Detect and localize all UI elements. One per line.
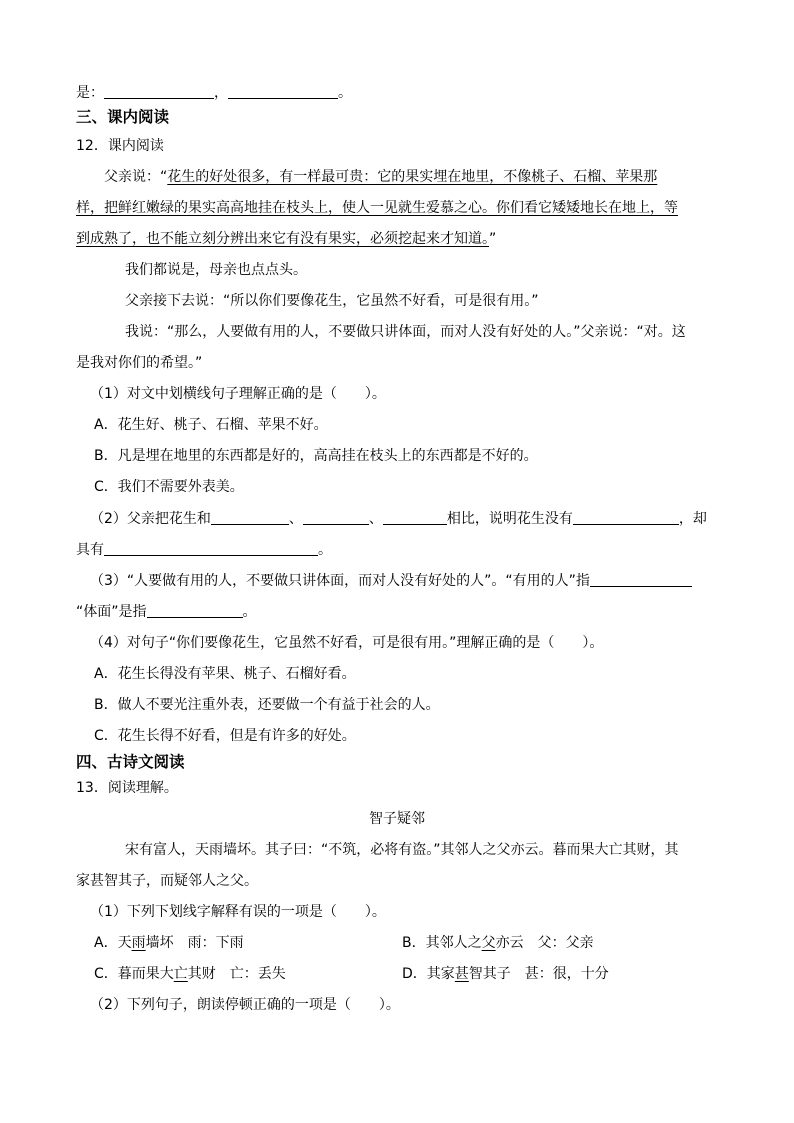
choice-b[interactable]: B．其邻人之父亦云 父：父亲 — [402, 935, 594, 951]
sub-question-2-line1: （2）父亲把花生和 、 、 相比，说明花生没有 ，却 — [90, 511, 707, 527]
answer-blank[interactable] — [590, 572, 692, 587]
sub-question-stem: （4）对句子“你们要像花生，它虽然不好看，可是很有用。”理解正确的是（ ）。 — [90, 635, 604, 651]
passage-line: 到成熟了，也不能立刻分辨出来它有没有果实，必须挖起来才知道。” — [76, 231, 497, 247]
choice-b[interactable]: B．做人不要光注重外表，还要做一个有益于社会的人。 — [94, 697, 440, 713]
choice-a[interactable]: A．花生长得没有苹果、桃子、石榴好看。 — [94, 666, 356, 682]
choice-b[interactable]: B．凡是埋在地里的东西都是好的，高高挂在枝头上的东西都是不好的。 — [94, 448, 538, 464]
passage-line: 父亲接下去说：“所以你们要像花生，它虽然不好看，可是很有用。” — [125, 293, 539, 309]
section-heading-3: 三、课内阅读 — [76, 108, 170, 126]
passage-title: 智子疑邻 — [369, 811, 425, 827]
question-13-label: 13．阅读理解。 — [76, 780, 178, 796]
passage-line: 父亲说：“花生的好处很多，有一样最可贵：它的果实埋在地里，不像桃子、石榴、苹果那 — [104, 169, 658, 185]
passage-line: 我们都说是，母亲也点点头。 — [125, 262, 307, 278]
passage-line: 是我对你们的希望。” — [76, 355, 203, 371]
answer-blank[interactable] — [104, 84, 214, 99]
choice-a[interactable]: A．天雨墙坏 雨：下雨 — [94, 935, 244, 951]
passage-line: 样，把鲜红嫩绿的果实高高地挂在枝头上，使人一见就生爱慕之心。你们看它矮矮地长在地上，等 — [76, 200, 678, 216]
section-heading-4: 四、古诗文阅读 — [76, 753, 185, 771]
sub-question-3-line1: （3）“人要做有用的人，不要做只讲体面，而对人没有好处的人”。“有用的人”指 — [90, 572, 692, 590]
passage-line: 家甚智其子，而疑邻人之父。 — [76, 873, 258, 889]
passage-line: 我说：“那么，人要做有用的人，不要做只讲体面，而对人没有好处的人。”父亲说：“对。这 — [125, 324, 686, 340]
choice-c[interactable]: C．我们不需要外表美。 — [94, 479, 244, 495]
sub-question-stem: （2）下列句子，朗读停顿正确的一项是（ ）。 — [90, 997, 400, 1013]
choice-d[interactable]: D．其家甚智其子 甚：很，十分 — [402, 966, 609, 982]
answer-blank[interactable] — [228, 84, 338, 99]
choice-c[interactable]: C．花生长得不好看，但是有许多的好处。 — [94, 728, 356, 744]
sub-question-stem: （1）下列下划线字解释有误的一项是（ ）。 — [90, 904, 386, 920]
answer-blank[interactable] — [383, 510, 447, 525]
answer-blank[interactable] — [211, 510, 289, 525]
passage-line: 宋有富人，天雨墙坏。其子曰：“不筑，必将有盗。”其邻人之父亦云。暮而果大亡其财，其 — [125, 842, 679, 858]
answer-blank[interactable] — [573, 510, 679, 525]
question-12-label: 12．课内阅读 — [76, 138, 164, 154]
top-answer-line: 是： ， 。 — [76, 85, 352, 101]
answer-blank[interactable] — [147, 603, 243, 618]
sub-question-2-line2: 具有 。 — [76, 542, 332, 558]
choice-c[interactable]: C．暮而果大亡其财 亡：丢失 — [94, 966, 286, 982]
answer-blank[interactable] — [303, 510, 369, 525]
choice-a[interactable]: A．花生好、桃子、石榴、苹果不好。 — [94, 417, 328, 433]
sub-question-stem: （1）对文中划横线句子理解正确的是（ ）。 — [90, 386, 386, 402]
sub-question-3-line2: “体面”是指 。 — [76, 604, 257, 620]
answer-blank[interactable] — [104, 541, 318, 556]
